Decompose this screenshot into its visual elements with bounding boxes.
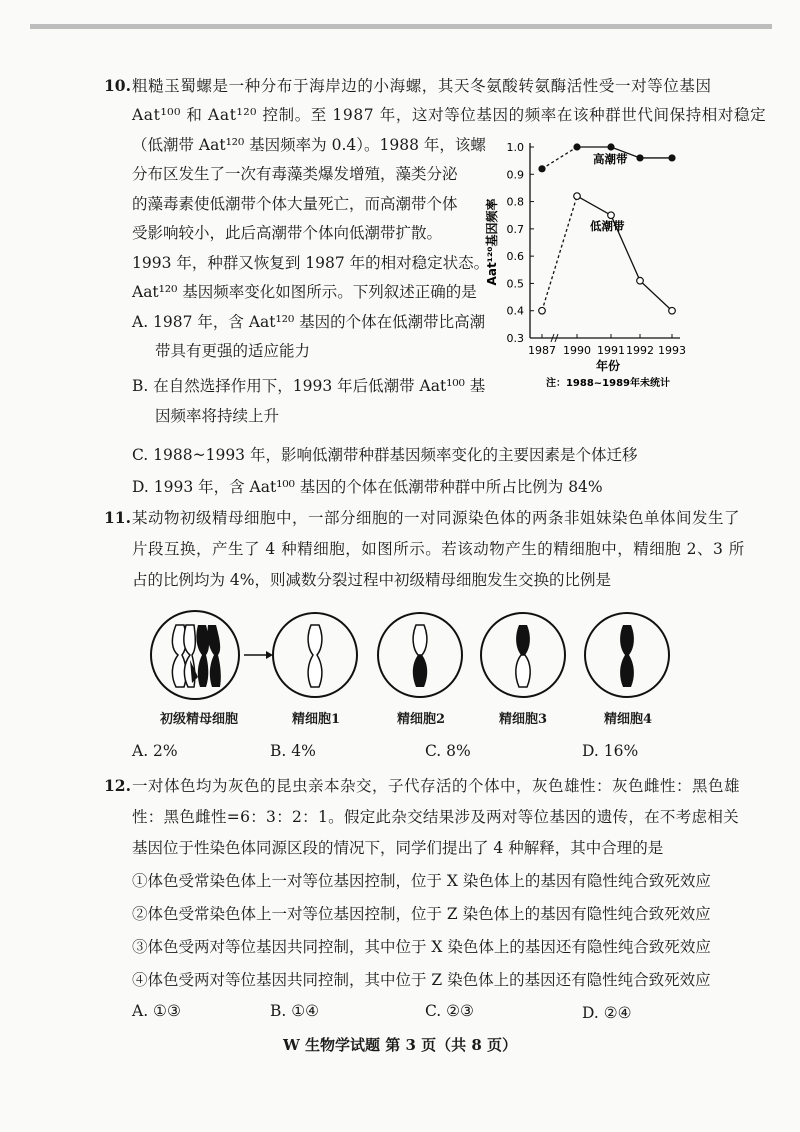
cell-label-2: 精细胞2 — [397, 712, 446, 727]
q11-option-c: C. 8% — [425, 742, 471, 760]
data-point — [574, 193, 581, 200]
x-tick-label: 1993 — [658, 344, 686, 357]
arrow-icon — [244, 651, 273, 659]
data-point — [669, 307, 676, 314]
y-tick-label: 0.4 — [506, 304, 524, 318]
primary-spermatocyte — [151, 611, 239, 699]
q12-option-d: D. ②④ — [582, 1004, 632, 1022]
sperm-cell-4 — [585, 613, 669, 697]
q10-option-c: C. 1988~1993 年，影响低潮带种群基因频率变化的主要因素是个体迁移 — [132, 446, 638, 464]
series-label: 高潮带 — [593, 152, 628, 166]
q10-line-1: 粗糙玉蜀螺是一种分布于海岸边的小海螺，其天冬氨酸转氨酶活性受一对等位基因 — [132, 77, 712, 95]
series-line-dashed — [542, 196, 577, 311]
cell-label-1: 精细胞1 — [292, 712, 341, 727]
q12-line-1: 一对体色均为灰色的昆虫亲本杂交，子代存活的个体中，灰色雄性：灰色雌性：黑色雄 — [132, 777, 741, 795]
series-line — [577, 196, 672, 311]
q10-line-5: 的藻毒素使低潮带个体大量死亡，而高潮带个体 — [132, 195, 458, 213]
x-tick-label: 1992 — [626, 344, 654, 357]
sperm-cell-2 — [378, 613, 462, 697]
cell-label-3: 精细胞3 — [499, 712, 548, 727]
data-point — [637, 155, 643, 161]
q12-line-2: 性：黑色雌性=6：3：2：1。假定此杂交结果涉及两对等位基因的遗传，在不考虑相关 — [132, 808, 739, 826]
x-axis-label: 年份 — [595, 359, 621, 373]
q11-line-3: 占的比例均为 4%，则减数分裂过程中初级精母细胞发生交换的比例是 — [132, 571, 612, 589]
chart-note: 注：1988~1989年未统计 — [545, 378, 671, 389]
page-footer: W 生物学试题 第 3 页（共 8 页） — [282, 1036, 518, 1054]
q11-option-d: D. 16% — [582, 742, 639, 760]
q11-option-b: B. 4% — [270, 742, 316, 760]
series-label: 低潮带 — [590, 219, 625, 233]
q12-statement-1: ①体色受常染色体上一对等位基因控制，位于 X 染色体上的基因有隐性纯合致死效应 — [132, 872, 711, 890]
q11-option-a: A. 2% — [132, 742, 178, 760]
q10-number: 10. — [104, 76, 131, 95]
data-point — [669, 155, 675, 161]
cell-diagram — [140, 605, 700, 705]
q11-line-1: 某动物初级精母细胞中，一部分细胞的一对同源染色体的两条非姐妹染色单体间发生了 — [132, 509, 741, 527]
x-tick-label: 1987 — [528, 344, 556, 357]
q10-line-7: 1993 年，种群又恢复到 1987 年的相对稳定状态。 — [132, 254, 490, 272]
q10-line-4: 分布区发生了一次有毒藻类爆发增殖，藻类分泌 — [132, 165, 458, 183]
q10-option-a: A. 1987 年，含 Aat¹²⁰ 基因的个体在低潮带比高潮 — [132, 313, 486, 331]
y-tick-label: 0.8 — [506, 195, 524, 209]
y-tick-label: 0.6 — [506, 250, 524, 264]
q12-option-b: B. ①④ — [270, 1002, 320, 1020]
q12-statement-2: ②体色受常染色体上一对等位基因控制，位于 Z 染色体上的基因有隐性纯合致死效应 — [132, 905, 711, 923]
data-point — [608, 144, 614, 150]
y-tick-label: 0.7 — [506, 222, 524, 236]
data-point — [637, 277, 644, 284]
q11-line-2: 片段互换，产生了 4 种精细胞，如图所示。若该动物产生的精细胞中，精细胞 2、3 所 — [132, 540, 745, 558]
q10-line-2: Aat¹⁰⁰ 和 Aat¹²⁰ 控制。至 1987 年，这对等位基因的频率在该种群世代间保持相对稳定 — [132, 106, 767, 124]
top-scan-edge — [30, 24, 772, 29]
q10-line-8: Aat¹²⁰ 基因频率变化如图所示。下列叙述正确的是 — [132, 283, 477, 301]
cell-label-primary: 初级精母细胞 — [160, 712, 239, 727]
data-point — [608, 212, 615, 219]
q12-option-a: A. ①③ — [132, 1002, 181, 1020]
y-tick-label: 0.9 — [506, 168, 524, 182]
data-point — [574, 144, 580, 150]
y-axis-label: Aat¹²⁰基因频率 — [485, 198, 499, 286]
q10-line-3: （低潮带 Aat¹²⁰ 基因频率为 0.4）。1988 年，该螺 — [132, 136, 486, 154]
q10-option-a-cont: 带具有更强的适应能力 — [155, 342, 311, 360]
q12-number: 12. — [104, 776, 131, 795]
q10-line-6: 受影响较小，此后高潮带个体向低潮带扩散。 — [132, 224, 443, 242]
y-tick-label: 0.3 — [506, 332, 524, 345]
cell-label-4: 精细胞4 — [604, 712, 653, 727]
series-line-dashed — [542, 147, 577, 169]
data-point — [539, 307, 546, 314]
q12-option-c: C. ②③ — [425, 1002, 474, 1020]
sperm-cell-1 — [273, 613, 357, 697]
q10-option-b-cont: 因频率将持续上升 — [155, 407, 280, 425]
data-point — [539, 166, 545, 172]
y-tick-label: 1.0 — [506, 141, 524, 154]
q12-line-3: 基因位于性染色体同源区段的情况下，同学们提出了 4 种解释，其中合理的是 — [132, 839, 664, 857]
q12-statement-3: ③体色受两对等位基因共同控制，其中位于 X 染色体上的基因还有隐性纯合致死效应 — [132, 938, 711, 956]
q11-number: 11. — [104, 508, 131, 527]
x-tick-label: 1991 — [597, 344, 625, 357]
y-tick-label: 0.5 — [506, 277, 524, 291]
q10-option-d: D. 1993 年，含 Aat¹⁰⁰ 基因的个体在低潮带种群中所占比例为 84% — [132, 478, 603, 496]
sperm-cell-3 — [481, 613, 565, 697]
q12-statement-4: ④体色受两对等位基因共同控制，其中位于 Z 染色体上的基因还有隐性纯合致死效应 — [132, 971, 711, 989]
x-tick-label: 1990 — [563, 344, 591, 357]
gene-frequency-chart — [480, 130, 710, 400]
q10-option-b: B. 在自然选择作用下，1993 年后低潮带 Aat¹⁰⁰ 基 — [132, 377, 486, 395]
